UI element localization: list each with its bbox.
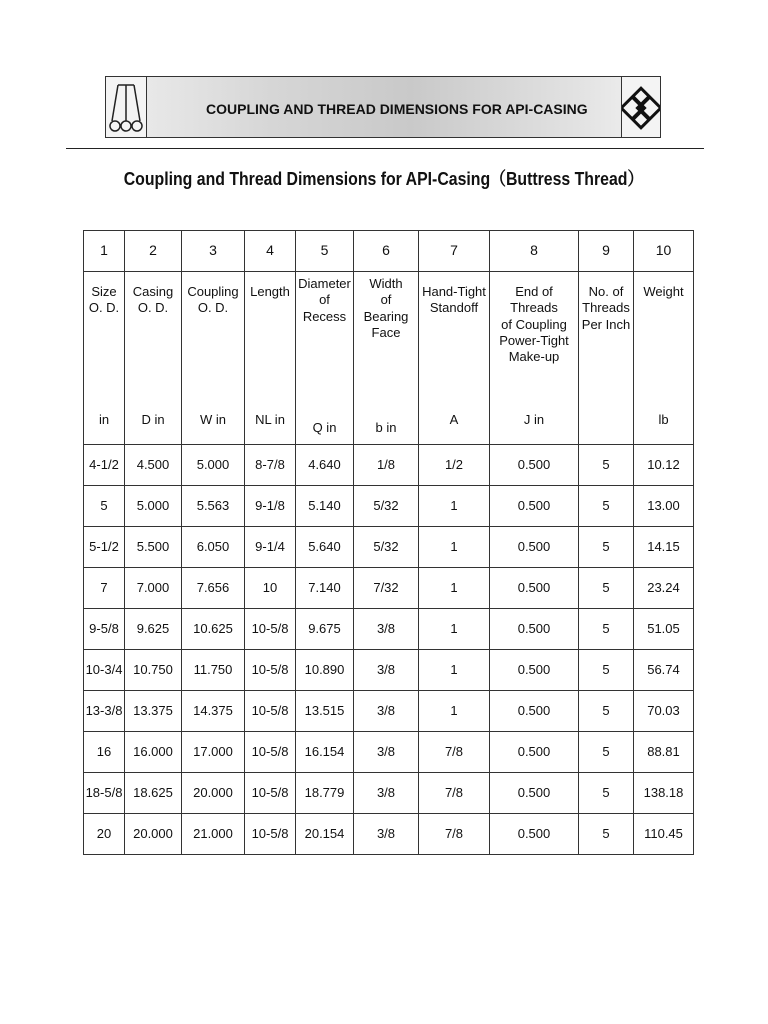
header-banner <box>105 76 661 138</box>
table-cell: 0.500 <box>490 814 579 855</box>
table-cell: 20.154 <box>296 814 354 855</box>
table-row <box>84 814 694 855</box>
table-cell: 5 <box>579 691 634 732</box>
table-cell: 10.750 <box>125 650 182 691</box>
table-row <box>84 486 694 527</box>
table-row <box>84 568 694 609</box>
table-cell: 13.515 <box>296 691 354 732</box>
header-label: Coupling O. D. <box>187 284 239 316</box>
header-unit: A <box>449 411 459 427</box>
column-header-row <box>84 272 694 445</box>
column-number: 5 <box>296 231 354 272</box>
table-cell: 1 <box>419 568 490 609</box>
column-header <box>419 272 490 445</box>
table-cell: 6.050 <box>182 527 245 568</box>
table-cell: 5 <box>84 486 125 527</box>
table-cell: 9.625 <box>125 609 182 650</box>
table-row <box>84 609 694 650</box>
column-header <box>296 272 354 445</box>
table-cell: 16 <box>84 732 125 773</box>
header-label: Weight <box>643 284 684 299</box>
table-cell: 138.18 <box>634 773 694 814</box>
column-number: 2 <box>125 231 182 272</box>
table-cell: 110.45 <box>634 814 694 855</box>
column-number: 4 <box>245 231 296 272</box>
table-cell: 0.500 <box>490 691 579 732</box>
table-cell: 10-5/8 <box>245 609 296 650</box>
header-unit: W in <box>200 411 226 427</box>
header-label: Size O. D. <box>88 284 120 316</box>
header-unit: lb <box>658 411 669 427</box>
header-label: Casing O. D. <box>132 284 174 316</box>
table-cell: 10-5/8 <box>245 773 296 814</box>
table-cell: 1 <box>419 650 490 691</box>
table-cell: 11.750 <box>182 650 245 691</box>
table-cell: 5 <box>579 814 634 855</box>
column-header <box>634 272 694 445</box>
table-cell: 0.500 <box>490 732 579 773</box>
table-cell: 5.563 <box>182 486 245 527</box>
table-cell: 5 <box>579 773 634 814</box>
table-cell: 3/8 <box>354 814 419 855</box>
table-cell: 10.12 <box>634 445 694 486</box>
table-cell: 0.500 <box>490 527 579 568</box>
table-cell: 4-1/2 <box>84 445 125 486</box>
header-unit: b in <box>375 419 397 435</box>
banner-title: COUPLING AND THREAD DIMENSIONS FOR API-CASING <box>206 101 588 117</box>
column-header <box>354 272 419 445</box>
table-cell: 5.640 <box>296 527 354 568</box>
column-header <box>182 272 245 445</box>
table-row <box>84 691 694 732</box>
table-cell: 7/8 <box>419 773 490 814</box>
table-row <box>84 773 694 814</box>
table-cell: 5 <box>579 568 634 609</box>
table-cell: 5 <box>579 486 634 527</box>
table-cell: 23.24 <box>634 568 694 609</box>
table-row <box>84 527 694 568</box>
table-cell: 5/32 <box>354 486 419 527</box>
table-cell: 20.000 <box>125 814 182 855</box>
header-label: End of Threads of Coupling Power-Tight Make-up <box>499 284 569 364</box>
header-unit: in <box>98 411 110 427</box>
table-cell: 5 <box>579 527 634 568</box>
column-header <box>579 272 634 445</box>
table-cell: 0.500 <box>490 650 579 691</box>
table-cell: 10-5/8 <box>245 732 296 773</box>
column-number-row <box>84 231 694 272</box>
header-unit: D in <box>141 411 165 427</box>
table-cell: 13.00 <box>634 486 694 527</box>
table-cell: 5 <box>579 650 634 691</box>
table-cell: 7/32 <box>354 568 419 609</box>
table-cell: 4.500 <box>125 445 182 486</box>
table-cell: 18-5/8 <box>84 773 125 814</box>
table-cell: 5 <box>579 445 634 486</box>
table-cell: 9-1/4 <box>245 527 296 568</box>
column-header <box>490 272 579 445</box>
table-cell: 1 <box>419 691 490 732</box>
company-logo-icon <box>621 77 660 137</box>
table-cell: 0.500 <box>490 445 579 486</box>
page-title: Coupling and Thread Dimensions for API-Casing（Buttress Thread） <box>123 169 644 189</box>
header-unit: NL in <box>255 411 285 427</box>
column-number: 7 <box>419 231 490 272</box>
table-cell: 5-1/2 <box>84 527 125 568</box>
table-cell: 0.500 <box>490 773 579 814</box>
table-cell: 10 <box>245 568 296 609</box>
column-number: 8 <box>490 231 579 272</box>
header-label: No. of Threads Per Inch <box>581 284 631 332</box>
table-cell: 3/8 <box>354 691 419 732</box>
table-cell: 9-5/8 <box>84 609 125 650</box>
column-header <box>84 272 125 445</box>
table-cell: 5.500 <box>125 527 182 568</box>
header-unit: Q in <box>312 419 337 435</box>
table-cell: 1 <box>419 609 490 650</box>
table-cell: 16.000 <box>125 732 182 773</box>
table-cell: 3/8 <box>354 773 419 814</box>
table-cell: 7.000 <box>125 568 182 609</box>
table-cell: 18.779 <box>296 773 354 814</box>
table-cell: 5 <box>579 732 634 773</box>
header-divider <box>66 148 704 149</box>
table-cell: 70.03 <box>634 691 694 732</box>
header-label: Diameter of Recess <box>298 276 351 324</box>
table-cell: 3/8 <box>354 650 419 691</box>
table-cell: 10.890 <box>296 650 354 691</box>
table-cell: 13.375 <box>125 691 182 732</box>
table-cell: 21.000 <box>182 814 245 855</box>
header-unit: J in <box>523 411 545 427</box>
table-cell: 0.500 <box>490 486 579 527</box>
dimensions-table <box>83 230 694 855</box>
table-cell: 10-5/8 <box>245 650 296 691</box>
table-cell: 7/8 <box>419 814 490 855</box>
table-cell: 5.000 <box>182 445 245 486</box>
table-row <box>84 732 694 773</box>
column-number: 10 <box>634 231 694 272</box>
table-cell: 14.15 <box>634 527 694 568</box>
column-number: 3 <box>182 231 245 272</box>
table-cell: 3/8 <box>354 732 419 773</box>
table-cell: 8-7/8 <box>245 445 296 486</box>
table-cell: 9-1/8 <box>245 486 296 527</box>
column-header <box>125 272 182 445</box>
table-cell: 7 <box>84 568 125 609</box>
table-cell: 5.140 <box>296 486 354 527</box>
pipes-logo-icon <box>106 77 147 137</box>
table-cell: 18.625 <box>125 773 182 814</box>
table-cell: 20.000 <box>182 773 245 814</box>
table-cell: 7/8 <box>419 732 490 773</box>
column-header <box>245 272 296 445</box>
table-cell: 10-5/8 <box>245 691 296 732</box>
table-cell: 88.81 <box>634 732 694 773</box>
table-cell: 9.675 <box>296 609 354 650</box>
table-cell: 56.74 <box>634 650 694 691</box>
table-cell: 4.640 <box>296 445 354 486</box>
table-cell: 0.500 <box>490 568 579 609</box>
table-cell: 10.625 <box>182 609 245 650</box>
table-cell: 7.656 <box>182 568 245 609</box>
table-row <box>84 445 694 486</box>
table-cell: 0.500 <box>490 609 579 650</box>
table-cell: 20 <box>84 814 125 855</box>
table-cell: 16.154 <box>296 732 354 773</box>
table-cell: 1/8 <box>354 445 419 486</box>
table-cell: 7.140 <box>296 568 354 609</box>
table-cell: 5/32 <box>354 527 419 568</box>
table-cell: 13-3/8 <box>84 691 125 732</box>
table-cell: 5.000 <box>125 486 182 527</box>
header-label: Hand-Tight Standoff <box>422 284 486 316</box>
header-label: Length <box>250 284 290 299</box>
column-number: 9 <box>579 231 634 272</box>
table-cell: 5 <box>579 609 634 650</box>
table-cell: 14.375 <box>182 691 245 732</box>
column-number: 6 <box>354 231 419 272</box>
table-row <box>84 650 694 691</box>
table-cell: 1 <box>419 527 490 568</box>
table-cell: 1 <box>419 486 490 527</box>
table-cell: 51.05 <box>634 609 694 650</box>
table-cell: 3/8 <box>354 609 419 650</box>
header-label: Width of Bearing Face <box>363 276 409 340</box>
table-cell: 10-5/8 <box>245 814 296 855</box>
table-cell: 1/2 <box>419 445 490 486</box>
table-cell: 10-3/4 <box>84 650 125 691</box>
column-number: 1 <box>84 231 125 272</box>
table-cell: 17.000 <box>182 732 245 773</box>
